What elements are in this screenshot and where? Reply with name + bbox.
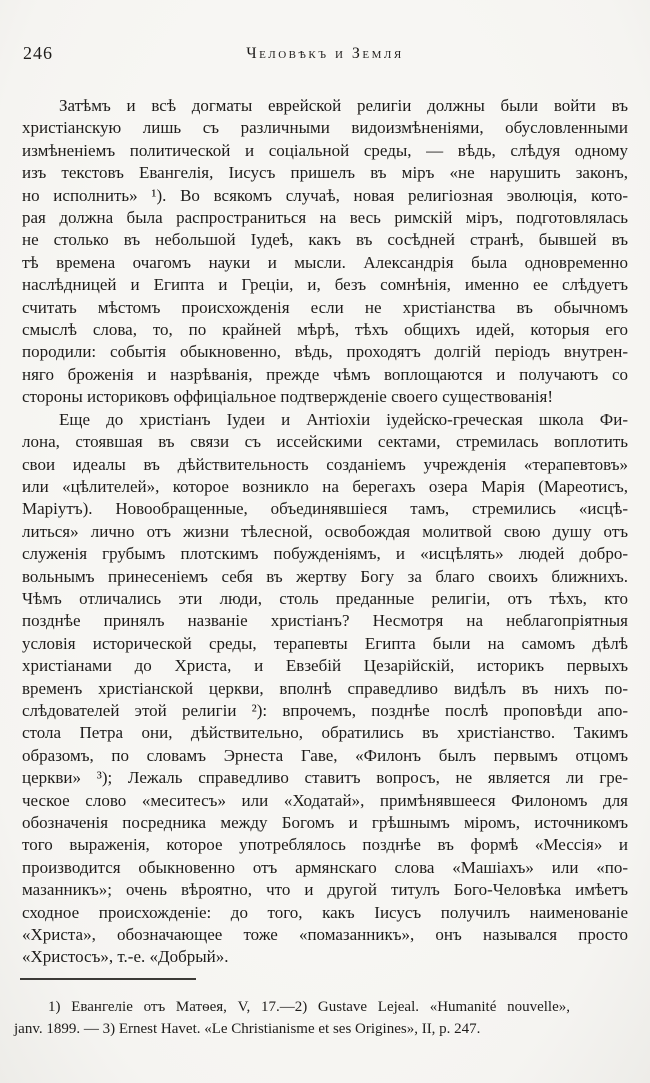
text-line: христіанскую лишь съ различными видоизмѣненіями, обусловленными [22,118,628,138]
running-title: Человѣкъ и Земля [246,45,404,62]
text-line: рая должна была распространиться на весь римскій міръ, подготовлялась [22,208,628,228]
text-line: литься» лично отъ жизни тѣлесной, освобождая молитвой свою душу отъ [22,521,628,541]
text-line: 1) Евангеліе отъ Матѳея, V, 17.—2) Gustave Lejeal. «Humanité nouvelle», [48,999,570,1015]
body-text [22,95,628,969]
text-line: сходное происхожденіе: до того, какъ Іисусъ получилъ наименованіе [22,902,628,922]
text-line: образомъ, по словамъ Эрнеста Гаве, «Филонъ былъ первымъ отцомъ [22,745,628,765]
text-line: измѣненіемъ политической и соціальной среды, — вѣдь, слѣдуя одному [22,140,628,160]
text-line: Чѣмъ отличались эти люди, столь преданные религіи, отъ тѣхъ, кто [22,588,628,608]
text-line: свои идеалы въ дѣйствительность созданіемъ учрежденія «терапевтовъ» [22,454,628,474]
text-line: Маріутъ). Новообращенные, объединявшіеся тамъ, стремились «исцѣ- [22,499,628,519]
text-line: вольнымъ принесеніемъ себя въ жертву Богу за благо своихъ ближнихъ. [22,566,628,586]
text-line: няго броженія и назрѣванія, прежде чѣмъ воплощаются и получаютъ со [22,364,628,384]
footnote [14,997,570,1040]
text-line: того выраженія, которое употреблялось позднѣе въ формѣ «Мессія» и [22,835,628,855]
text-line: христіанами до Христа, и Евзебій Цезарійскій, историкъ первыхъ [22,656,628,676]
text-line: породили: событія обыкновенно, вѣдь, проходятъ долгій періодъ внутрен- [22,342,628,362]
text-line: janv. 1899. — 3) Ernest Havet. «Le Christianisme et ses Origines», II, p. 247. [14,1020,481,1037]
text-line: изъ текстовъ Евангелія, Іисусъ пришелъ въ міръ «не нарушить законъ, [22,163,628,183]
page-number: 246 [23,43,53,63]
text-line: ческое слово «меситесъ» или «Ходатай», примѣнявшееся Филономъ для [22,790,628,810]
text-line: условія исторической среды, терапевты Египта были на самомъ дѣлѣ [22,633,628,653]
text-line: обозначенія посредника между Богомъ и грѣшнымъ міромъ, источникомъ [22,813,628,832]
text-line: слѣдователей этой религіи ²): впрочемъ, позднѣе послѣ проповѣди апо- [22,700,628,720]
footnote-rule [20,978,196,980]
text-line: или «цѣлителей», которое возникло на берегахъ озера Марія (Мареотисъ, [22,476,628,496]
text-line: позднѣе принялъ названіе христіанъ? Несмотря на неблагопріятныя [22,611,628,631]
text-line: лона, стоявшая въ связи съ иссейскими сектами, стремилась воплотить [22,432,628,452]
text-line: мазанникъ»; очень вѣроятно, что и другой титулъ Бого-Человѣка имѣетъ [22,880,628,900]
text-line: «Христосъ», т.-е. «Добрый». [22,947,229,967]
text-line: Еще до христіанъ Іудеи и Антіохіи іудейско-греческая школа Фи- [59,409,628,429]
text-line: «Христа», обозначающее тоже «помазанникъ», онъ назывался просто [22,925,628,945]
text-line: не столько въ небольшой Іудеѣ, какъ въ сосѣдней странѣ, бывшей въ [22,230,628,250]
text-line: стороны историковъ оффиціальное подтвержденіе своего существованія! [22,387,554,407]
text-line: смыслѣ слова, то, по крайней мѣрѣ, тѣхъ общихъ идей, которыя его [22,320,628,340]
text-line: временъ христіанской церкви, вполнѣ справедливо видѣлъ въ нихъ по- [22,678,628,698]
text-line: но исполнить» ¹). Во всякомъ случаѣ, новая религіозная эволюція, кото- [22,185,628,205]
text-line: стола Петра они, дѣйствительно, обратились въ христіанство. Такимъ [22,723,628,743]
text-line: служенія грубымъ плотскимъ побужденіямъ, и «исцѣлять» людей добро- [22,544,628,564]
text-line: тѣ времена очагомъ науки и мысли. Александрія была одновременно [22,252,628,272]
text-line: церкви» ³); Лежаль справедливо ставитъ вопросъ, не является ли гре- [22,768,628,788]
text-line: наслѣдницей и Египта и Греціи, и, безъ сомнѣнія, именно ее слѣдуетъ [22,275,628,295]
text-line: производится обыкновенно отъ армянскаго слова «Машіахъ» или «по- [22,857,628,877]
text-line: Затѣмъ и всѣ догматы еврейской религіи должны были войти въ [59,96,628,115]
text-line: считать мѣстомъ происхожденія если не христіанства въ обычномъ [22,297,628,317]
